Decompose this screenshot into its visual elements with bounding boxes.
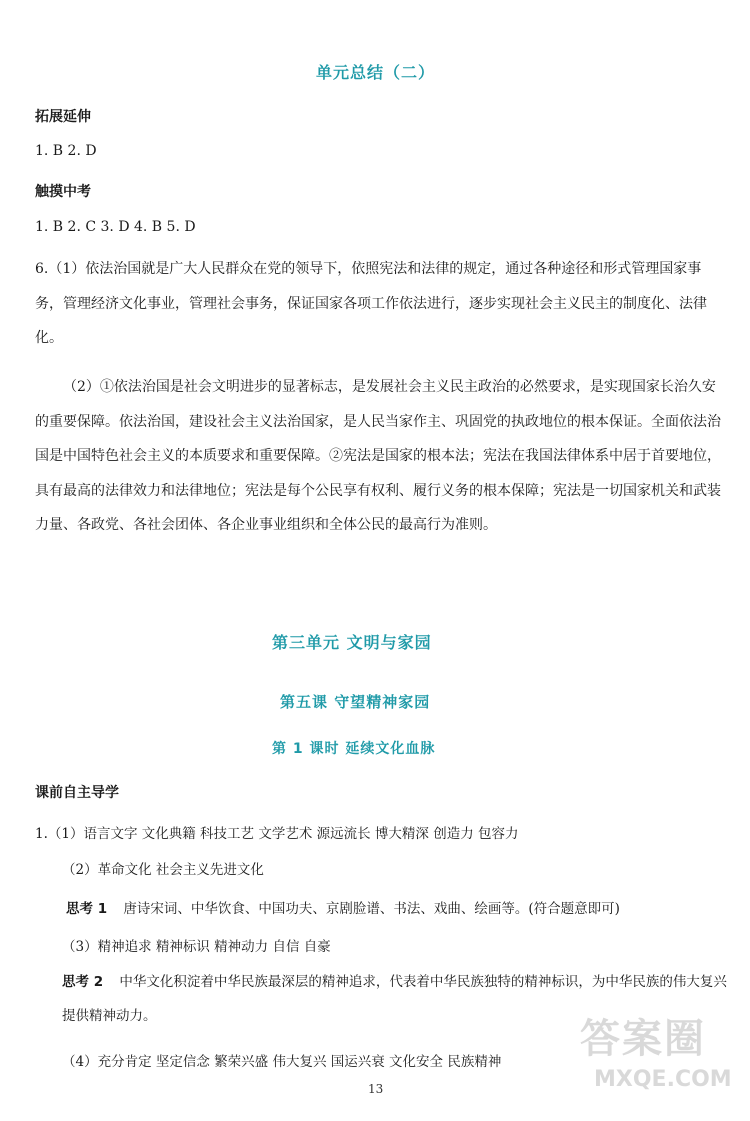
preview-item1-2: （2）革命文化 社会主义先进文化 [62, 862, 264, 878]
extension-answers: 1. B 2. D [35, 143, 97, 159]
preview-item1-3: （3）精神追求 精神标识 精神动力 自信 自豪 [62, 939, 331, 955]
page-number: 13 [368, 1082, 384, 1096]
think1-label: 思考 1 [66, 901, 108, 917]
watermark [580, 1007, 740, 1107]
unit-summary-title: 单元总结（二） [316, 63, 436, 82]
think2-label: 思考 2 [62, 974, 104, 990]
think2-text: 中华文化积淀着中华民族最深层的精神追求，代表着中华民族独特的精神标识，为中华民族的伟大复兴提供精神动力。 [62, 974, 727, 1024]
preview-item1-1: 1.（1）语言文字 文化典籍 科技工艺 文学艺术 源远流长 博大精深 创造力 包容力 [35, 826, 519, 842]
watermark-logo: 答案圈 [580, 1016, 706, 1062]
q6-part2: （2）①依法治国是社会文明进步的显著标志，是发展社会主义民主政治的必然要求，是实现国家长治久安的重要保障。依法治国，建设社会主义法治国家，是人民当家作主、巩固党的执政地位的根本保证。全面依法治国是中国特色社会主义的本质要求和重要保障。②宪法是国家的根本法；宪法在我国法律体系中居于首要地位，具有最高的法律效力和法律地位；宪法是每个公民享有权利、履行义务的根本保障；宪法是一切国家机关和武装力量、各政党、各社会团体、各企业事业组织和全体公民的最高行为准则。 [35, 379, 721, 533]
exam-heading: 触摸中考 [35, 184, 91, 200]
unit3-title: 第三单元 文明与家园 [272, 633, 432, 652]
watermark-url: MXQE.COM [594, 1067, 732, 1092]
period1-title: 第 1 课时 延续文化血脉 [272, 741, 436, 757]
lesson5-title: 第五课 守望精神家园 [280, 693, 431, 711]
think1-text: 唐诗宋词、中华饮食、中国功夫、京剧脸谱、书法、戏曲、绘画等。(符合题意即可) [123, 901, 620, 917]
exam-answers: 1. B 2. C 3. D 4. B 5. D [35, 219, 196, 235]
preview-item1-4: （4）充分肯定 坚定信念 繁荣兴盛 伟大复兴 国运兴衰 文化安全 民族精神 [62, 1054, 502, 1070]
think1-row [66, 897, 620, 917]
preview-heading: 课前自主导学 [35, 785, 119, 801]
q6-part1: 6.（1）依法治国就是广大人民群众在党的领导下，依照宪法和法律的规定，通过各种途径和形式管理国家事务，管理经济文化事业，管理社会事务，保证国家各项工作依法进行，逐步实现社会主义民主的制度化、法律化。 [35, 261, 707, 346]
extension-heading: 拓展延伸 [35, 109, 91, 125]
